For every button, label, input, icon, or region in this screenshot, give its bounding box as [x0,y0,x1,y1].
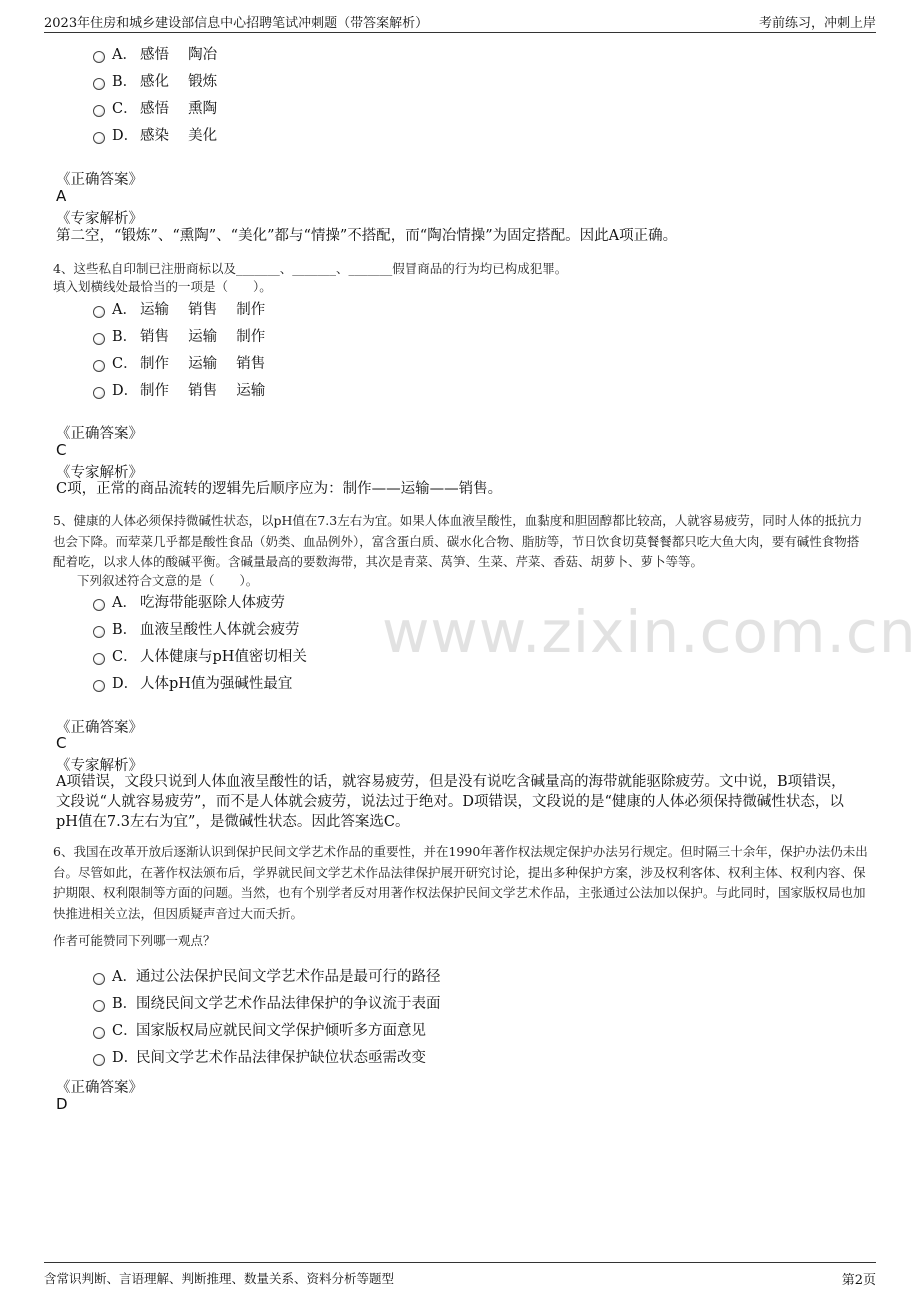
question-prompt: 作者可能赞同下列哪一观点？ [53,933,216,948]
watermark: www.zixin.com.cn [382,598,917,666]
radio-icon[interactable] [93,680,105,692]
header-slogan: 考前练习，冲刺上岸 [758,16,876,31]
answer-label: 《正确答案》 [56,426,143,442]
radio-icon[interactable] [93,1054,105,1066]
radio-icon[interactable] [93,387,105,399]
radio-icon[interactable] [93,653,105,665]
analysis-text: 第二空，“锻炼”、“熏陶”、“美化”都与“情操”不搭配，而“陶冶情操”为固定搭配。因此A项正确。 [56,228,678,244]
option-d[interactable]: D． 感染 美化 [93,125,217,147]
page-footer [44,1262,876,1287]
document-title: 2023年住房和城乡建设部信息中心招聘笔试冲刺题（带答案解析） [44,16,429,31]
answer-value: C [56,734,67,752]
option-c[interactable]: C．国家版权局应就民间文学保护倾听多方面意见 [93,1020,426,1042]
answer-label: 《正确答案》 [56,1080,143,1096]
option-a[interactable]: A． 感悟 陶冶 [93,44,217,66]
analysis-text: C项，正常的商品流转的逻辑先后顺序应为：制作——运输——销售。 [56,481,503,497]
radio-icon[interactable] [93,599,105,611]
answer-label: 《正确答案》 [56,720,143,736]
option-c[interactable]: C． 人体健康与pH值密切相关 [93,646,307,668]
option-b[interactable]: B． 感化 锻炼 [93,71,217,93]
option-b[interactable]: B． 销售 运输 制作 [93,326,265,348]
radio-icon[interactable] [93,1027,105,1039]
option-b[interactable]: B．围绕民间文学艺术作品法律保护的争议流于表面 [93,993,441,1015]
radio-icon[interactable] [93,105,105,117]
analysis-label: 《专家解析》 [56,758,143,774]
option-d[interactable]: D． 制作 销售 运输 [93,380,265,402]
radio-icon[interactable] [93,626,105,638]
option-d[interactable]: D． 人体pH值为强碱性最宜 [93,673,292,695]
radio-icon[interactable] [93,1000,105,1012]
radio-icon[interactable] [93,333,105,345]
option-c[interactable]: C． 制作 运输 销售 [93,353,265,375]
radio-icon[interactable] [93,78,105,90]
radio-icon[interactable] [93,360,105,372]
question-prompt: 下列叙述符合文意的是（ ）。 [77,573,259,588]
radio-icon[interactable] [93,51,105,63]
analysis-label: 《专家解析》 [56,465,143,481]
option-d[interactable]: D．民间文学艺术作品法律保护缺位状态亟需改变 [93,1047,426,1069]
footer-text: 含常识判断、言语理解、判断推理、数量关系、资料分析等题型 [44,1271,395,1286]
answer-value: A [56,187,67,205]
option-c[interactable]: C． 感悟 熏陶 [93,98,217,120]
question-stem: 6、我国在改革开放后逐渐认识到保护民间文学艺术作品的重要性，并在1990年著作权法规定保护办法另行规定。但时隔三十余年，保护办法仍未出台。尽管如此，在著作权法颁布后，学界就民间文学艺术作品法律保护展开研究讨论，提出多种保护方案，涉及权利客体、权利主体、权利内容、保护期限、权利限制等方面的问题。当然，也有个别学者反对用著作权法保护民间文学艺术作品，主张通过公法加以保护。与此同时，国家版权局也加快推进相关立法，但因质疑声音过大而夭折。 [53,844,868,921]
analysis-label: 《专家解析》 [56,211,143,227]
option-b[interactable]: B． 血液呈酸性人体就会疲劳 [93,619,300,641]
answer-label: 《正确答案》 [56,172,143,188]
radio-icon[interactable] [93,306,105,318]
page-number: 第2页 [841,1273,876,1288]
option-a[interactable]: A．通过公法保护民间文学艺术作品是最可行的路径 [93,966,441,988]
page-header [44,10,876,33]
question-stem: 5、健康的人体必须保持微碱性状态，以pH值在7.3左右为宜。如果人体血液呈酸性，血黏度和胆固醇都比较高，人就容易疲劳，同时人体的抵抗力也会下降。而荤菜几乎都是酸性食品（奶类、血品例外），富含蛋白质、碳水化合物、脂肪等，节日饮食切莫餐餐都只吃大鱼大肉，要有碱性食物搭配着吃，以求人体的酸碱平衡。含碱量最高的要数海带，其次是青菜、莴笋、生菜、芹菜、香菇、胡萝卜、萝卜等等。 [53,513,863,569]
question-prompt: 填入划横线处最恰当的一项是（ ）。 [53,279,272,294]
question-stem: 4、这些私自印制已注册商标以及_______、_______、_______假冒商品的行为均已构成犯罪。 [53,261,568,276]
radio-icon[interactable] [93,973,105,985]
option-a[interactable]: A． 运输 销售 制作 [93,299,265,321]
answer-value: C [56,441,67,459]
radio-icon[interactable] [93,132,105,144]
option-a[interactable]: A． 吃海带能驱除人体疲劳 [93,592,285,614]
answer-value: D [56,1095,68,1113]
analysis-text: A项错误，文段只说到人体血液呈酸性的话，就容易疲劳，但是没有说吃含碱量高的海带就能驱除疲劳。文中说，B项错误，文段说“人就容易疲劳”，而不是人体就会疲劳，说法过于绝对。D项错误，文段说的是“健康的人体必须保持微碱性状态，以pH值在7.3左右为宜”，是微碱性状态。因此答案选C。 [56,774,846,830]
